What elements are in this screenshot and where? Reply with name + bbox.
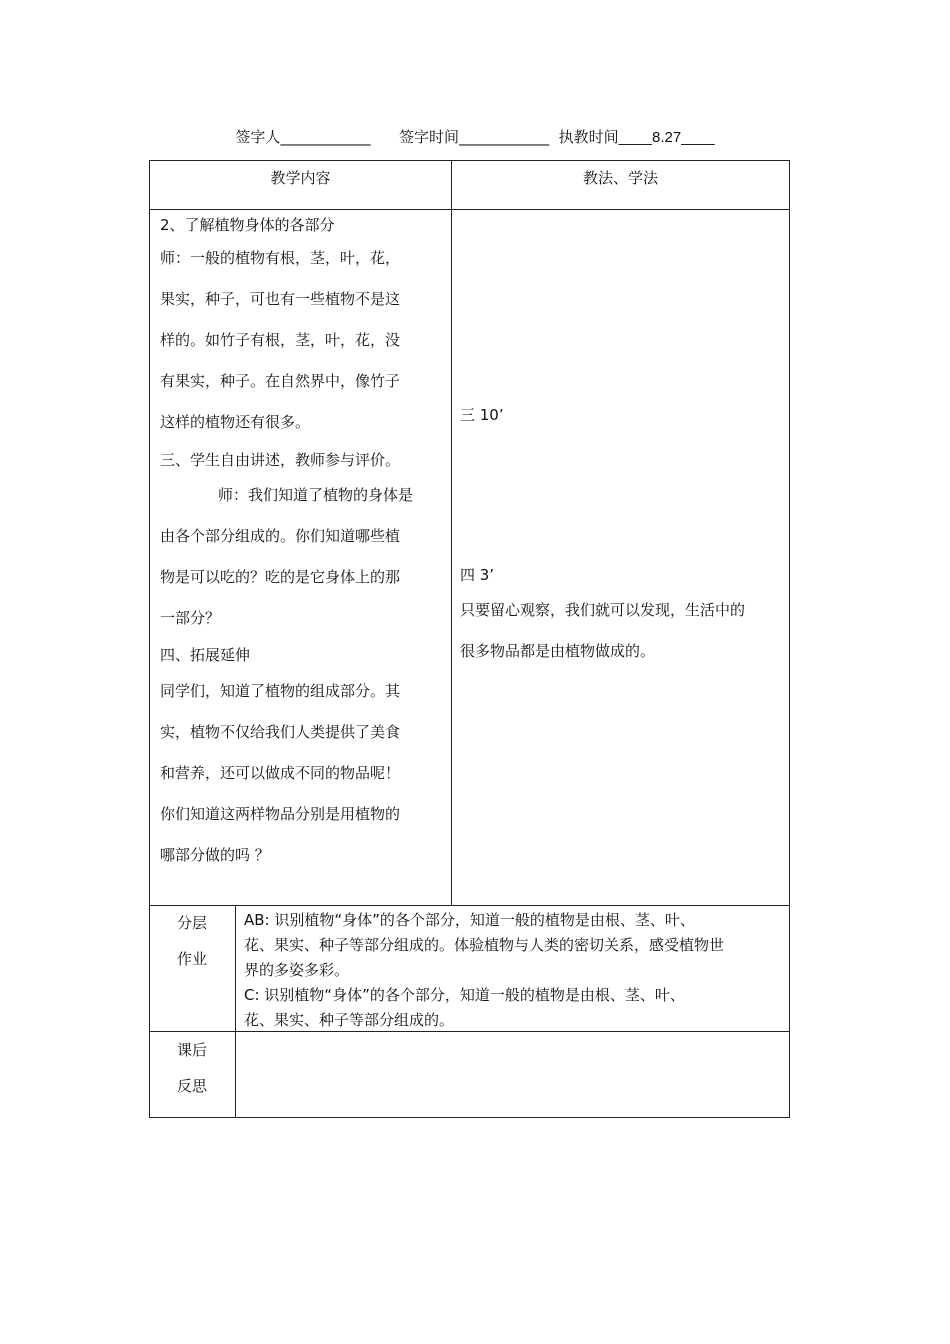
content-section-4 — [160, 643, 250, 668]
signer-label: 签字人 — [235, 128, 281, 146]
method-line: 只要留心观察，我们就可以发现，生活中的 — [460, 601, 746, 619]
sign-time-label: 签字时间 — [399, 128, 460, 146]
content-line: 实，植物不仅给我们人类提供了美食 — [160, 723, 401, 741]
content-line: 同学们，知道了植物的组成部分。其 — [160, 682, 401, 700]
homework-content — [244, 908, 724, 1033]
section-title: 三、学生自由讲述，教师参与评价。 — [160, 451, 401, 469]
homework-line: 花、果实、种子等部分组成的。 — [244, 1011, 455, 1029]
reflection-label — [149, 1032, 235, 1104]
content-paragraph-4 — [160, 671, 400, 876]
content-line: 一部分？ — [160, 609, 221, 627]
reflection-content[interactable] — [236, 1032, 788, 1116]
exec-time-label: 执教时间 — [558, 128, 619, 146]
content-line: 和营养，还可以做成不同的物品呢！ — [160, 764, 401, 782]
homework-line: 花、果实、种子等部分组成的。体验植物与人类的密切关系，感受植物世 — [244, 936, 725, 954]
homework-line: C: 识别植物“身体”的各个部分，知道一般的植物是由根、茎、叶、 — [244, 986, 685, 1004]
content-section-3 — [160, 448, 400, 473]
exec-time-value: ____8.27____ — [618, 129, 715, 146]
signer-blank: ____________ — [280, 128, 371, 146]
divider — [150, 905, 789, 906]
sign-time-blank: ____________ — [459, 128, 550, 146]
content-line: 这样的植物还有很多。 — [160, 413, 311, 431]
content-paragraph-1 — [160, 238, 400, 443]
column-header-method: 教法、学法 — [582, 169, 658, 187]
column-header-content: 教学内容 — [270, 169, 331, 187]
label-line: 反思 — [176, 1077, 207, 1095]
section-title: 四、拓展延伸 — [160, 646, 251, 664]
content-line: 物是可以吃的？吃的是它身体上的那 — [160, 568, 401, 586]
content-line: 你们知道这两样物品分别是用植物的 — [160, 805, 401, 823]
signature-header — [0, 126, 950, 147]
content-line: 果实，种子，可也有一些植物不是这 — [160, 290, 401, 308]
homework-line: AB: 识别植物“身体”的各个部分，知道一般的植物是由根、茎、叶、 — [244, 911, 695, 929]
content-line: 由各个部分组成的。你们知道哪些植 — [160, 527, 401, 545]
time-allocation-4: 四 3’ — [460, 566, 495, 584]
divider — [451, 161, 452, 905]
section-title: 2、了解植物身体的各部分 — [160, 216, 335, 234]
content-line: 师：一般的植物有根，茎，叶，花， — [160, 249, 401, 267]
label-line: 课后 — [176, 1041, 207, 1059]
time-allocation-3: 三 10’ — [460, 406, 504, 424]
label-line: 作业 — [176, 950, 207, 968]
homework-line: 界的多姿多彩。 — [244, 961, 350, 979]
content-line: 有果实，种子。在自然界中，像竹子 — [160, 372, 401, 390]
content-line: 样的。如竹子有根，茎，叶，花，没 — [160, 331, 401, 349]
content-section-2 — [160, 213, 335, 238]
label-line: 分层 — [176, 914, 207, 932]
content-line: 师：我们知道了植物的身体是 — [218, 486, 414, 504]
content-line: 哪部分做的吗 ？ — [160, 846, 270, 864]
method-note — [460, 590, 745, 672]
homework-label — [149, 905, 235, 977]
content-paragraph-3 — [160, 475, 413, 639]
method-line: 很多物品都是由植物做成的。 — [460, 642, 656, 660]
divider — [150, 209, 789, 210]
